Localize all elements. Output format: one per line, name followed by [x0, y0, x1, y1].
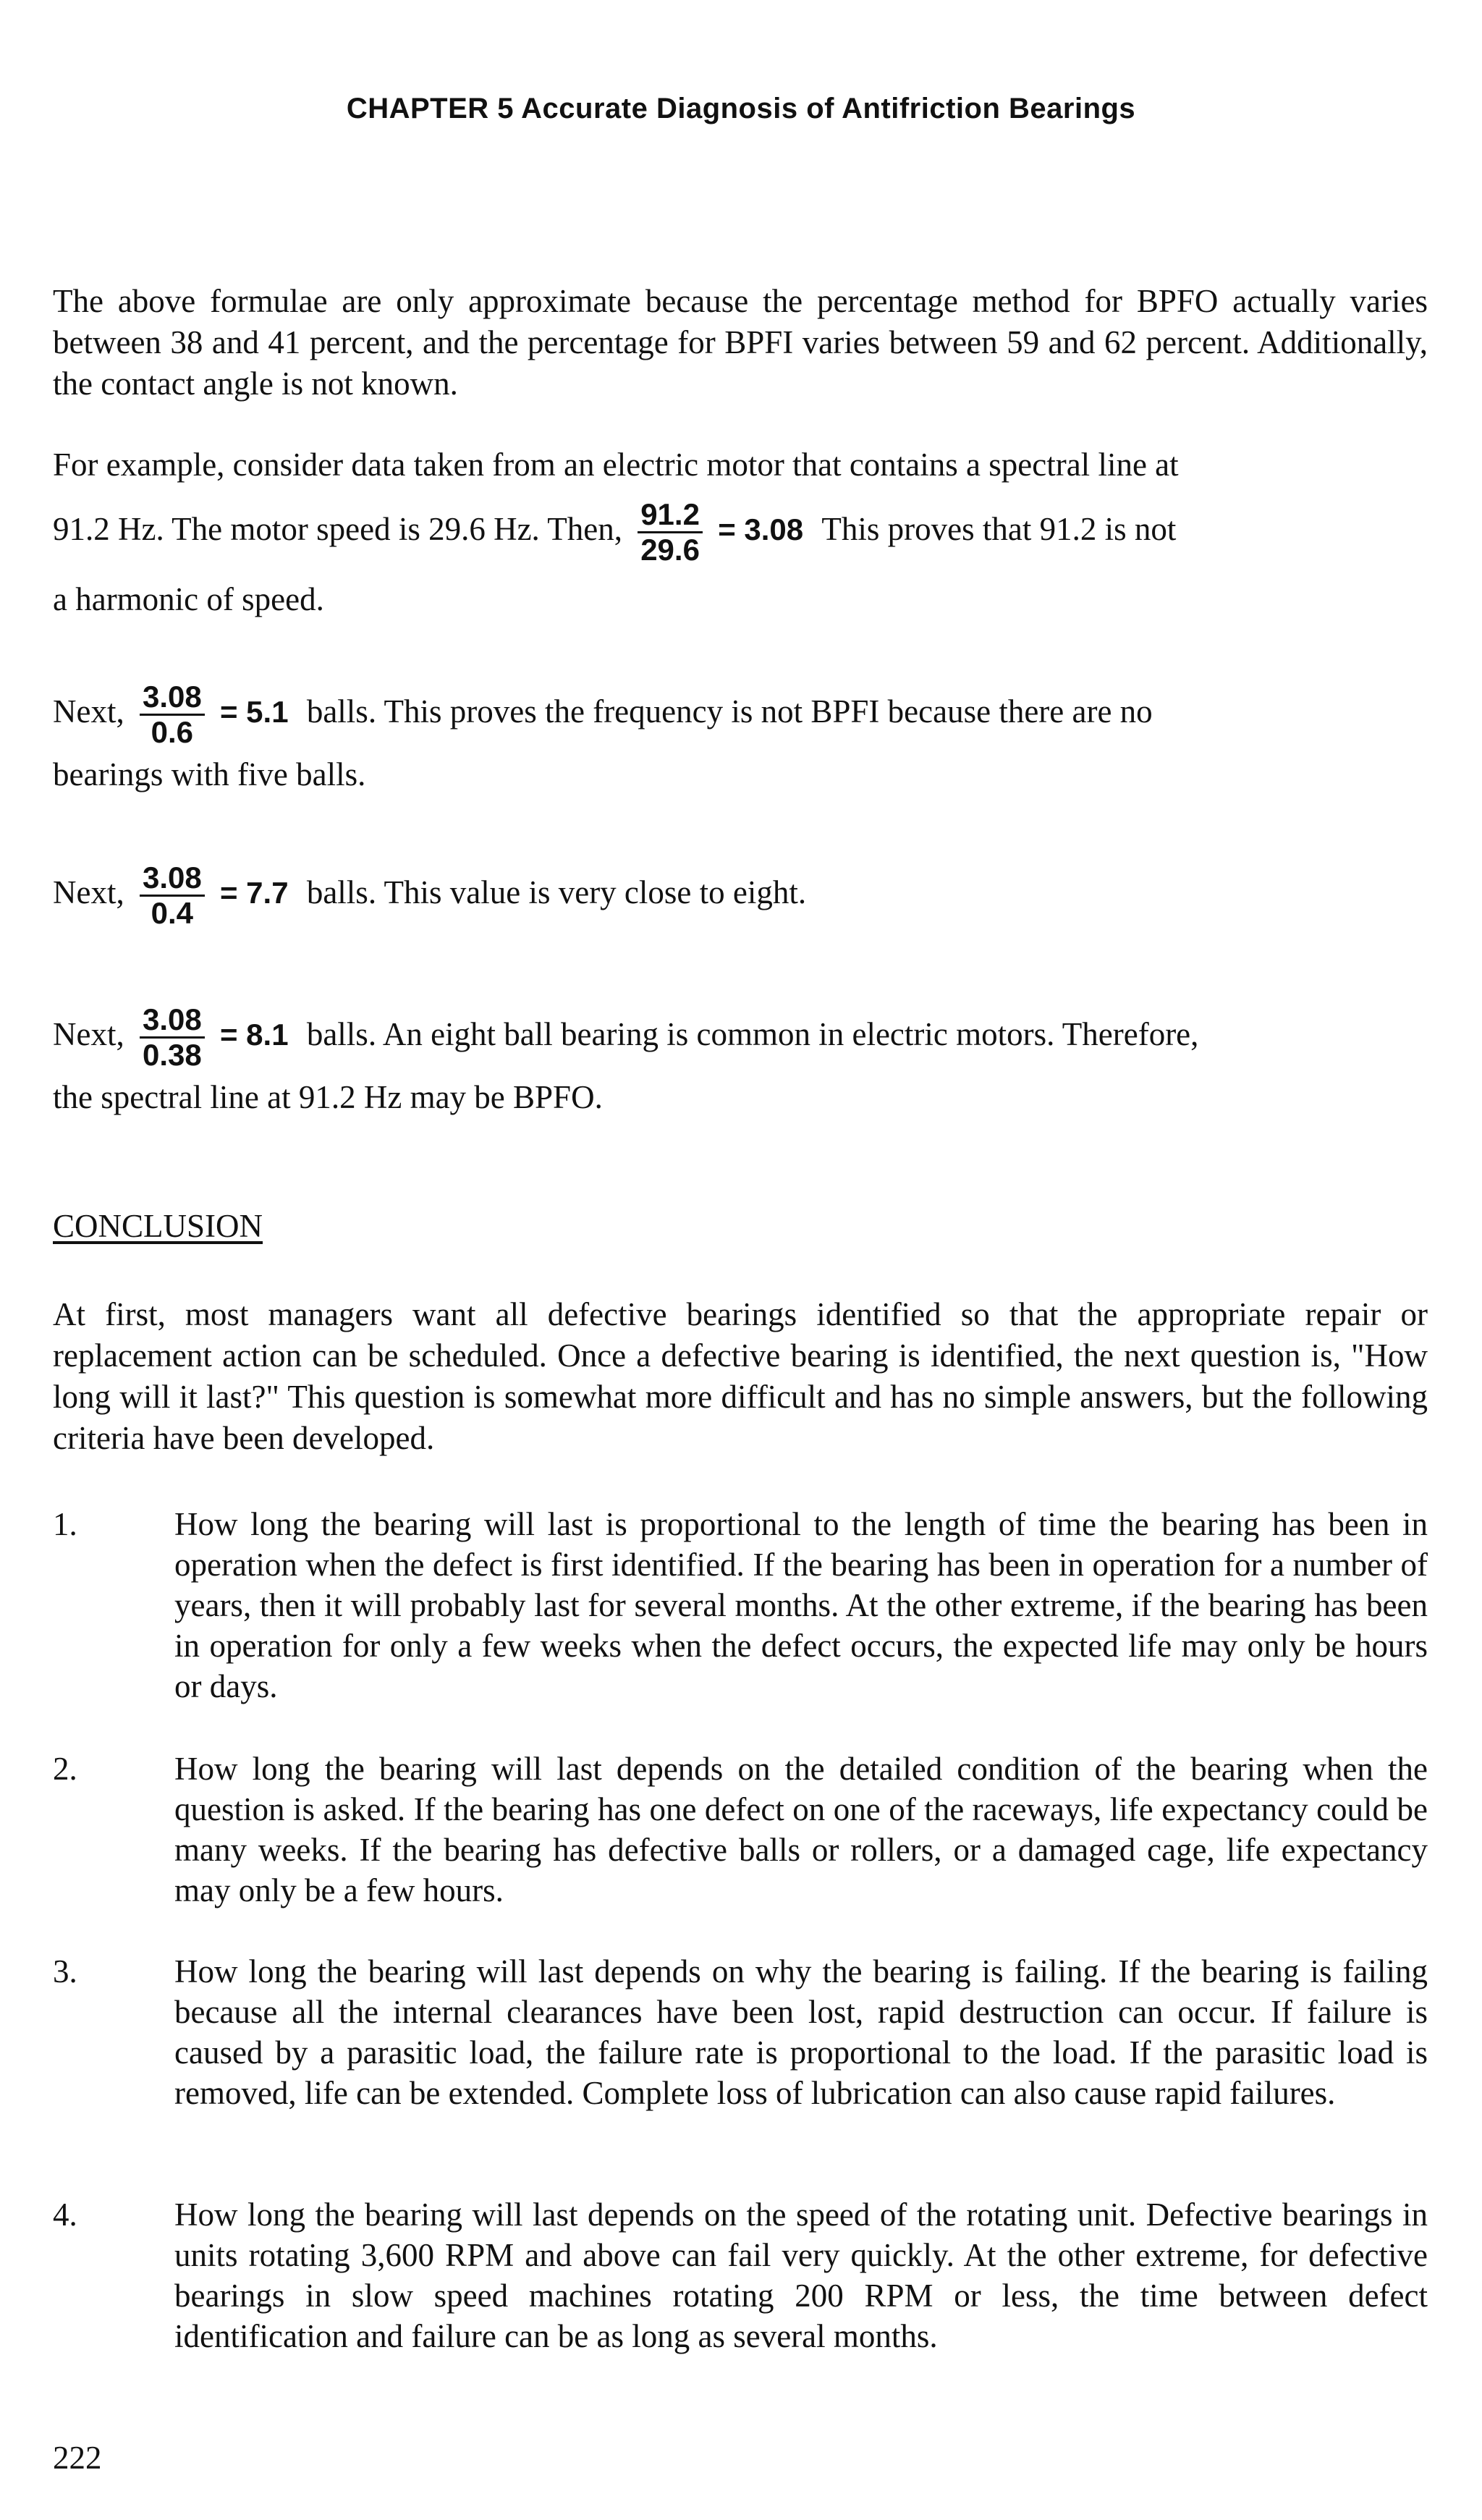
fraction-denominator: 0.6 — [151, 715, 194, 749]
page-number: 222 — [53, 2440, 102, 2476]
next-lead: Next, — [53, 1015, 124, 1052]
speed-ratio-fraction — [638, 498, 703, 567]
conclusion-heading: CONCLUSION — [53, 1208, 263, 1244]
next-post-text: balls. This value is very close to eight. — [306, 874, 807, 910]
bpfo-fraction — [140, 1003, 205, 1072]
next-lead: Next, — [53, 874, 124, 910]
next-formula-1 — [53, 680, 1153, 749]
intro-paragraph: The above formulae are only approximate because the percentage method for BPFO actually varies between 38 and 41 percent, and the percentage for BPFI varies between 59 and 62 percent. Additionally, the contact angle is not known. — [53, 283, 1428, 402]
next-formula-3 — [53, 1003, 1198, 1072]
fraction-numerator: 91.2 — [638, 498, 703, 533]
fraction-numerator: 3.08 — [140, 680, 205, 716]
fraction-numerator: 3.08 — [140, 861, 205, 897]
list-item — [53, 1749, 1428, 1911]
example-line-1: For example, consider data taken from an electric motor that contains a spectral line at — [53, 447, 1179, 483]
next-1-line-2: bearings with five balls. — [53, 756, 366, 792]
list-item-number: 1. — [53, 1506, 77, 1542]
list-item-text: How long the bearing will last depends on why the bearing is failing. If the bearing is failing because all the internal clearances have been lost, rapid destruction can occur. If failure is caused by a parasitic load, the failure rate is proportional to the load. If the parasitic load is removed, life can be extended. Complete loss of lubrication can also cause rapid failures. — [174, 1953, 1428, 2111]
fraction-denominator: 29.6 — [640, 533, 700, 567]
fraction-result: = 7.7 — [219, 875, 289, 910]
example-pre-text: 91.2 Hz. The motor speed is 29.6 Hz. Then, — [53, 510, 622, 547]
example-post-text: This proves that 91.2 is not — [821, 510, 1177, 547]
list-item-text: How long the bearing will last depends on the detailed condition of the bearing when the question is asked. If the bearing has one defect on one of the raceways, life expectancy could be many weeks. If the bearing has defective balls or rollers, or a damaged cage, life expectancy may only be a few hours. — [174, 1751, 1428, 1908]
list-item-text: How long the bearing will last is proportional to the length of time the bearing has been in operation when the defect is first identified. If the bearing has been in operation for a number of years, then it will probably last for several months. At the other extreme, if the bearing has been in operation for only a few weeks when the defect occurs, the expected life may only be hours or days. — [174, 1506, 1428, 1704]
fraction-denominator: 0.38 — [142, 1038, 202, 1072]
list-item-number: 4. — [53, 2196, 77, 2233]
list-item — [53, 1504, 1428, 1707]
next-3-line-2: the spectral line at 91.2 Hz may be BPFO. — [53, 1079, 603, 1115]
fraction-numerator: 3.08 — [140, 1003, 205, 1039]
ball-count-fraction — [140, 861, 205, 930]
conclusion-paragraph: At first, most managers want all defective bearings identified so that the appropriate repair or replacement action can be scheduled. Once a defective bearing is identified, the next question is, "How long will it last?" This question is somewhat more difficult and has no simple answers, but the following criteria have been developed. — [53, 1296, 1428, 1456]
fraction-denominator: 0.4 — [151, 896, 194, 930]
list-item — [53, 2194, 1428, 2356]
next-lead: Next, — [53, 693, 124, 730]
list-item-number: 3. — [53, 1953, 77, 1990]
example-line-3: a harmonic of speed. — [53, 581, 324, 617]
list-item-number: 2. — [53, 1751, 77, 1787]
next-formula-2 — [53, 861, 806, 930]
list-item — [53, 1951, 1428, 2113]
fraction-result: = 8.1 — [219, 1017, 289, 1052]
example-formula-line — [53, 498, 1176, 567]
fraction-result: = 5.1 — [219, 694, 289, 729]
next-post-text: balls. This proves the frequency is not BPFI because there are no — [306, 693, 1153, 730]
chapter-header: CHAPTER 5 Accurate Diagnosis of Antifriction Bearings — [346, 93, 1136, 124]
fraction-result: = 3.08 — [718, 512, 804, 546]
next-post-text: balls. An eight ball bearing is common in electric motors. Therefore, — [306, 1015, 1199, 1052]
bpfi-fraction — [140, 680, 205, 749]
list-item-text: How long the bearing will last depends on the speed of the rotating unit. Defective bearings in units rotating 3,600 RPM and above can fail very quickly. At the other extreme, for defective bearings in slow speed machines rotating 200 RPM or less, the time between defect identification and failure can be as long as several months. — [174, 2196, 1428, 2354]
